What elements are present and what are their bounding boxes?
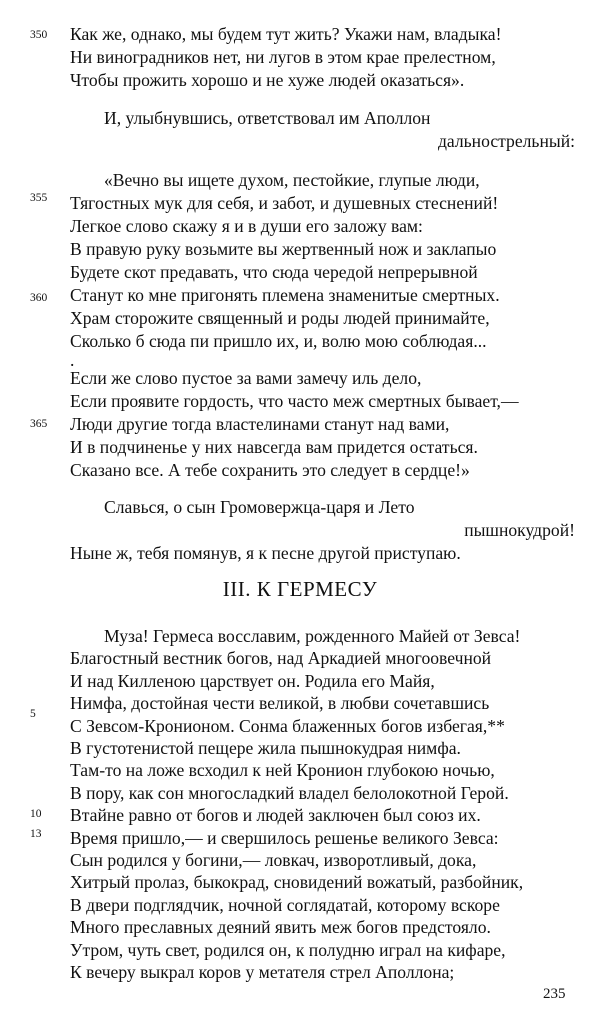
verse-line: Втайне равно от богов и людей заключен был союз их. [70, 805, 481, 826]
verse-line-runover: пышнокудрой! [464, 520, 575, 540]
verse-line: Как же, однако, мы будем тут жить? Укажи нам, владыка! [70, 24, 502, 44]
verse-line: Ни виноградников нет, ни лугов в этом крае прелестном, [70, 47, 496, 67]
verse-line: Люди другие тогда властелинами станут над вами, [70, 414, 450, 434]
page-number: 235 [543, 986, 566, 1002]
verse-line: Чтобы прожить хорошо и не хуже людей оказаться». [70, 70, 465, 90]
verse-line: Станут ко мне пригонять племена знаменитые смертных. [70, 285, 500, 305]
verse-line: Время пришло,— и свершилось решенье великого Зевса: [70, 827, 499, 848]
verse-line: Славься, о сын Громовержца-царя и Лето [104, 497, 415, 517]
verse-line: Храм сторожите священный и роды людей принимайте, [70, 308, 490, 328]
verse-line: Там-то на ложе всходил к ней Кронион глубокою ночью, [70, 760, 495, 781]
section-title: III. К ГЕРМЕСУ [222, 577, 378, 601]
verse-line: Сколько б сюда пи пришло их, и, волю мою соблюдая... [70, 331, 487, 351]
verse-line: Много преславных деяний явить меж богов предстояло. [70, 917, 491, 938]
verse-line: Ныне ж, тебя помянув, я к песне другой приступаю. [70, 543, 461, 563]
verse-line: Благостный вестник богов, над Аркадией многоовечной [70, 648, 492, 669]
verse-line: В густотенистой пещере жила пышнокудрая нимфа. [70, 738, 461, 758]
verse-line: С Зевсом-Кронионом. Сонма блаженных богов избегая,** [70, 715, 505, 736]
verse-line: Муза! Гермеса восславим, рожденного Майей от Зевса! [104, 626, 521, 646]
verse-line: Если проявите гордость, что часто меж смертных бывает,— [70, 391, 519, 411]
verse-line-runover: дальнострельный: [437, 131, 575, 151]
line-number-355: 355 [30, 192, 48, 204]
verse-line: И над Килленою царствует он. Родила его Майя, [70, 670, 435, 691]
verse-line: Сказано все. А тебе сохранить это следует в сердце!» [70, 460, 470, 480]
line-number-350: 350 [30, 29, 48, 41]
verse-line: В двери подглядчик, ночной соглядатай, которому вскоре [70, 894, 500, 915]
line-number-360: 360 [30, 292, 48, 304]
verse-line: «Вечно вы ищете духом, пестойкие, глупые люди, [104, 170, 480, 190]
verse-line: Нимфа, достойная чести великой, в любви сочетавшись [70, 693, 490, 714]
verse-line: И в подчиненье у них навсегда вам придется остаться. [70, 437, 478, 457]
verse-line: Утром, чуть свет, родился он, к полудню играл на кифаре, [70, 939, 506, 960]
line-number-365: 365 [30, 418, 48, 430]
verse-line: Если же слово пустое за вами замечу иль дело, [70, 368, 422, 388]
verse-line: К вечеру выкрал коров у метателя стрел Аполлона; [70, 962, 455, 982]
line-number-10: 10 [30, 808, 42, 820]
verse-line: И, улыбнувшись, ответствовал им Аполлон [104, 108, 431, 128]
verse-line: Тягостных мук для себя, и забот, и душевных стеснений! [70, 193, 499, 213]
line-number-13: 13 [30, 828, 42, 840]
lacuna-mark: . [70, 350, 75, 370]
line-number-5: 5 [30, 708, 36, 720]
verse-line: Легкое слово скажу я и в души его заложу вам: [70, 216, 423, 236]
verse-line: В правую руку возьмите вы жертвенный нож и заклапыо [70, 239, 497, 259]
verse-line: Будете скот предавать, что сюда чередой непрерывной [70, 262, 478, 282]
verse-line: Хитрый пролаз, быкокрад, сновидений вожатый, разбойник, [70, 872, 524, 893]
verse-line: Сын родился у богини,— ловкач, изворотливый, дока, [70, 850, 477, 870]
verse-line: В пору, как сон многосладкий владел белолокотной Герой. [70, 782, 509, 803]
